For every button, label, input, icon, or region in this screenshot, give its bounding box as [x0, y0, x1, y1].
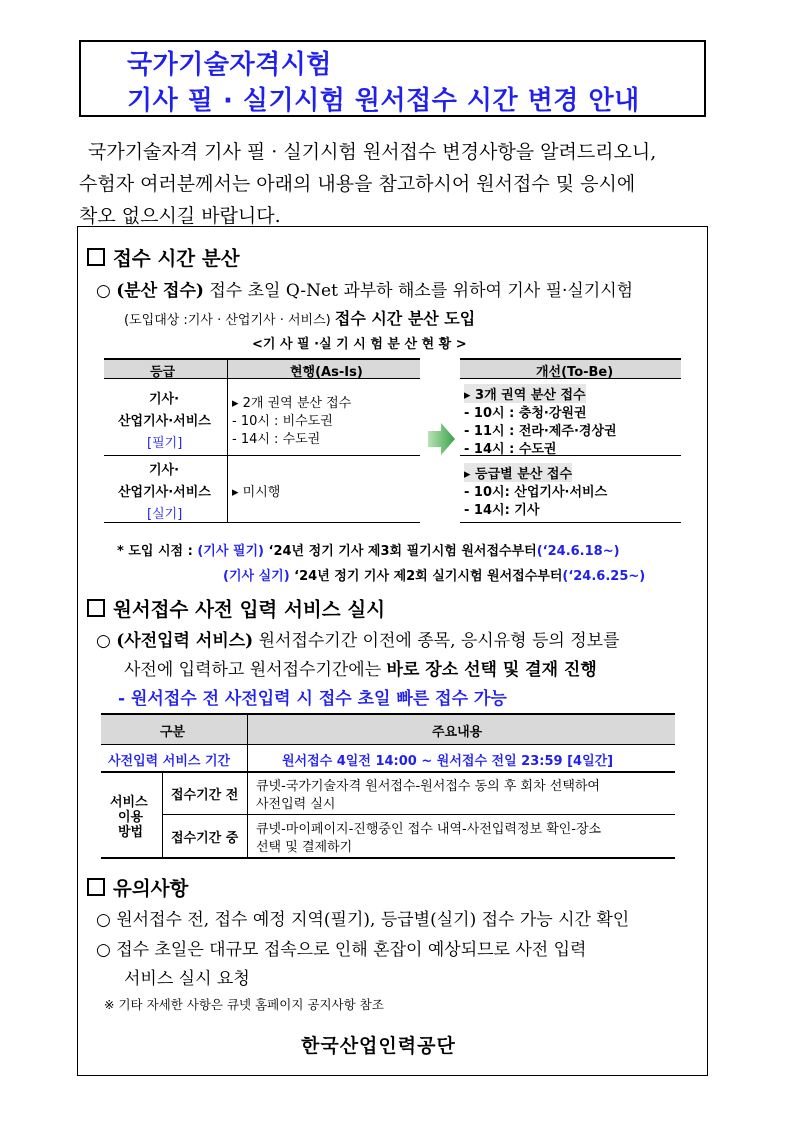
table2-row1-value: 원서접수 4일전 14:00 ~ 원서접수 전일 23:59 [4일간]: [282, 754, 614, 769]
title-box: [79, 40, 706, 117]
table2-row2-value-2: 사전입력 실시: [256, 797, 336, 812]
section3-heading-text: 유의사항: [113, 877, 189, 900]
table2-row3-label: 접수기간 중: [171, 831, 239, 846]
section2-bullet-line2: [124, 655, 597, 680]
table1-caption: <기 사 필 ·실 기 시 험 분 산 현 황 >: [252, 337, 467, 352]
table2-header-bg: [101, 714, 675, 744]
intro-point-1-tag: (기사 필기): [197, 544, 264, 559]
table2-col-category: 구분: [160, 725, 186, 740]
section2-bullet: [96, 626, 620, 651]
intro-point-label: * 도입 시점 :: [117, 544, 193, 559]
row1-current-1: ▸ 2개 권역 분산 접수: [232, 396, 352, 411]
section3-bullet2-line1: 접수 초일은 대규모 접속으로 인해 혼잡이 예상되므로 사전 입력: [116, 940, 587, 960]
intro-line-2: 수험자 여러분께서는 아래의 내용을 참고하시어 원서접수 및 응시에: [79, 173, 636, 195]
section3-bullet1-text: 원서접수 전, 접수 예정 지역(필기), 등급별(실기) 접수 가능 시간 확인: [116, 910, 630, 930]
section3-bullet2-line2: 서비스 실시 요청: [124, 969, 250, 989]
row1-grade-b: 산업기사·서비스: [118, 414, 211, 429]
intro-point-2-tag: (기사 실기): [223, 569, 290, 584]
table2-group-label-3: 방법: [118, 825, 144, 840]
page-title-line1: 국가기술자격시험: [127, 50, 332, 80]
circle-bullet-icon: ○: [96, 910, 111, 930]
section2-bullet-bold: (사전입력 서비스): [116, 631, 254, 651]
section1-bullet-bold: (분산 접수): [116, 281, 204, 301]
circle-bullet-icon: ○: [96, 281, 111, 301]
table2-row3-value-1: 큐넷-마이페이지-진행중인 접수 내역-사전입력정보 확인-장소: [256, 822, 602, 837]
table1-col-current: 현행(As-Is): [290, 365, 363, 380]
row2-grade-b: 산업기사·서비스: [118, 485, 211, 500]
row2-current-1: ▸ 미시행: [232, 485, 281, 500]
row2-future-3: - 14시: 기사: [464, 503, 540, 518]
row1-future-3: - 11시 : 전라·제주·경상권: [464, 424, 617, 439]
row1-future-4: - 14시 : 수도권: [464, 442, 557, 457]
intro-line-3: 착오 없으시길 바랍니다.: [79, 205, 281, 227]
checkbox-square-icon: [87, 248, 105, 266]
row1-future-2: - 10시 : 충청·강원권: [464, 406, 587, 421]
section1-bullet: [96, 276, 633, 301]
row2-grade-a: 기사·: [149, 463, 180, 478]
section1-bullet-text: 접수 초일 Q-Net 과부하 해소를 위하여 기사 필·실기시험: [203, 281, 634, 301]
page-title-line2: 기사 필 · 실기시험 원서접수 시간 변경 안내: [127, 86, 640, 116]
checkbox-square-icon: [87, 599, 105, 617]
intro-point-1-text: ‘24년 정기 기사 제3회 필기시험 원서접수부터: [264, 544, 537, 559]
circle-bullet-icon: ○: [96, 631, 111, 651]
row2-grade-c: [실기]: [147, 507, 183, 522]
table2-row1-label: 사전입력 서비스 기간: [108, 754, 231, 769]
table2-row2-value-1: 큐넷-국가기술자격 원서접수-원서접수 동의 후 회차 선택하여: [256, 779, 600, 794]
table2-col-content: 주요내용: [432, 725, 483, 740]
section3-bullet1: [96, 905, 629, 930]
intro-point-2-date: (‘24.6.25~): [562, 569, 646, 584]
target-note: (도입대상 :기사 · 산업기사 · 서비스): [124, 313, 331, 328]
section3-heading: [87, 873, 188, 901]
checkbox-square-icon: [87, 878, 105, 896]
section3-bullet2: [96, 935, 586, 960]
section1-heading: [87, 243, 240, 271]
intro-line-1: 국가기술자격 기사 필 · 실기시험 원서접수 변경사항을 알려드리오니,: [88, 141, 657, 163]
row1-current-2: - 10시 : 비수도권: [232, 414, 333, 429]
section1-target-line: [124, 306, 475, 329]
footer-org: 한국산업인력공단: [301, 1035, 456, 1057]
intro-point-1: [117, 540, 620, 559]
section1-heading-text: 접수 시간 분산: [113, 247, 240, 270]
row1-grade-a: 기사·: [149, 392, 180, 407]
row1-future-1: ▸ 3개 권역 분산 접수: [464, 384, 586, 403]
row2-future-1: ▸ 등급별 분산 접수: [464, 463, 572, 482]
table2-row3-value-2: 선택 및 결제하기: [256, 840, 353, 855]
circle-bullet-icon: ○: [96, 940, 111, 960]
section2-line2-a: 사전에 입력하고 원서접수기간에는: [124, 660, 387, 680]
section2-line2-b: 바로 장소 선택 및 결재 진행: [386, 660, 597, 680]
row2-future-2: - 10시: 산업기사·서비스: [464, 485, 608, 500]
intro-point-2: [223, 565, 645, 584]
row1-grade-c: [필기]: [147, 436, 183, 451]
table2-row2-label: 접수기간 전: [171, 788, 239, 803]
section2-heading-text: 원서접수 사전 입력 서비스 실시: [113, 598, 386, 621]
intro-point-1-date: (‘24.6.18~): [536, 544, 620, 559]
intro-point-2-text: ‘24년 정기 기사 제2회 실기시험 원서접수부터: [289, 569, 563, 584]
arrow-right-icon: [428, 422, 456, 456]
table2-group-label-2: 이용: [118, 810, 144, 825]
section3-note: ※ 기타 자세한 사항은 큐넷 홈페이지 공지사항 참조: [104, 997, 384, 1012]
row1-current-3: - 14시 : 수도권: [232, 432, 321, 447]
section2-heading: [87, 594, 385, 622]
section2-bullet-text: 원서접수기간 이전에 종목, 응시유형 등의 정보를: [253, 631, 620, 651]
section2-highlight: - 원서접수 전 사전입력 시 접수 초일 빠른 접수 가능: [118, 689, 507, 709]
table1-col-future: 개선(To-Be): [536, 365, 614, 380]
table1-col-grade: 등급: [150, 365, 176, 380]
target-bold: 접수 시간 분산 도입: [334, 309, 476, 328]
table2-group-label-1: 서비스: [110, 795, 148, 810]
